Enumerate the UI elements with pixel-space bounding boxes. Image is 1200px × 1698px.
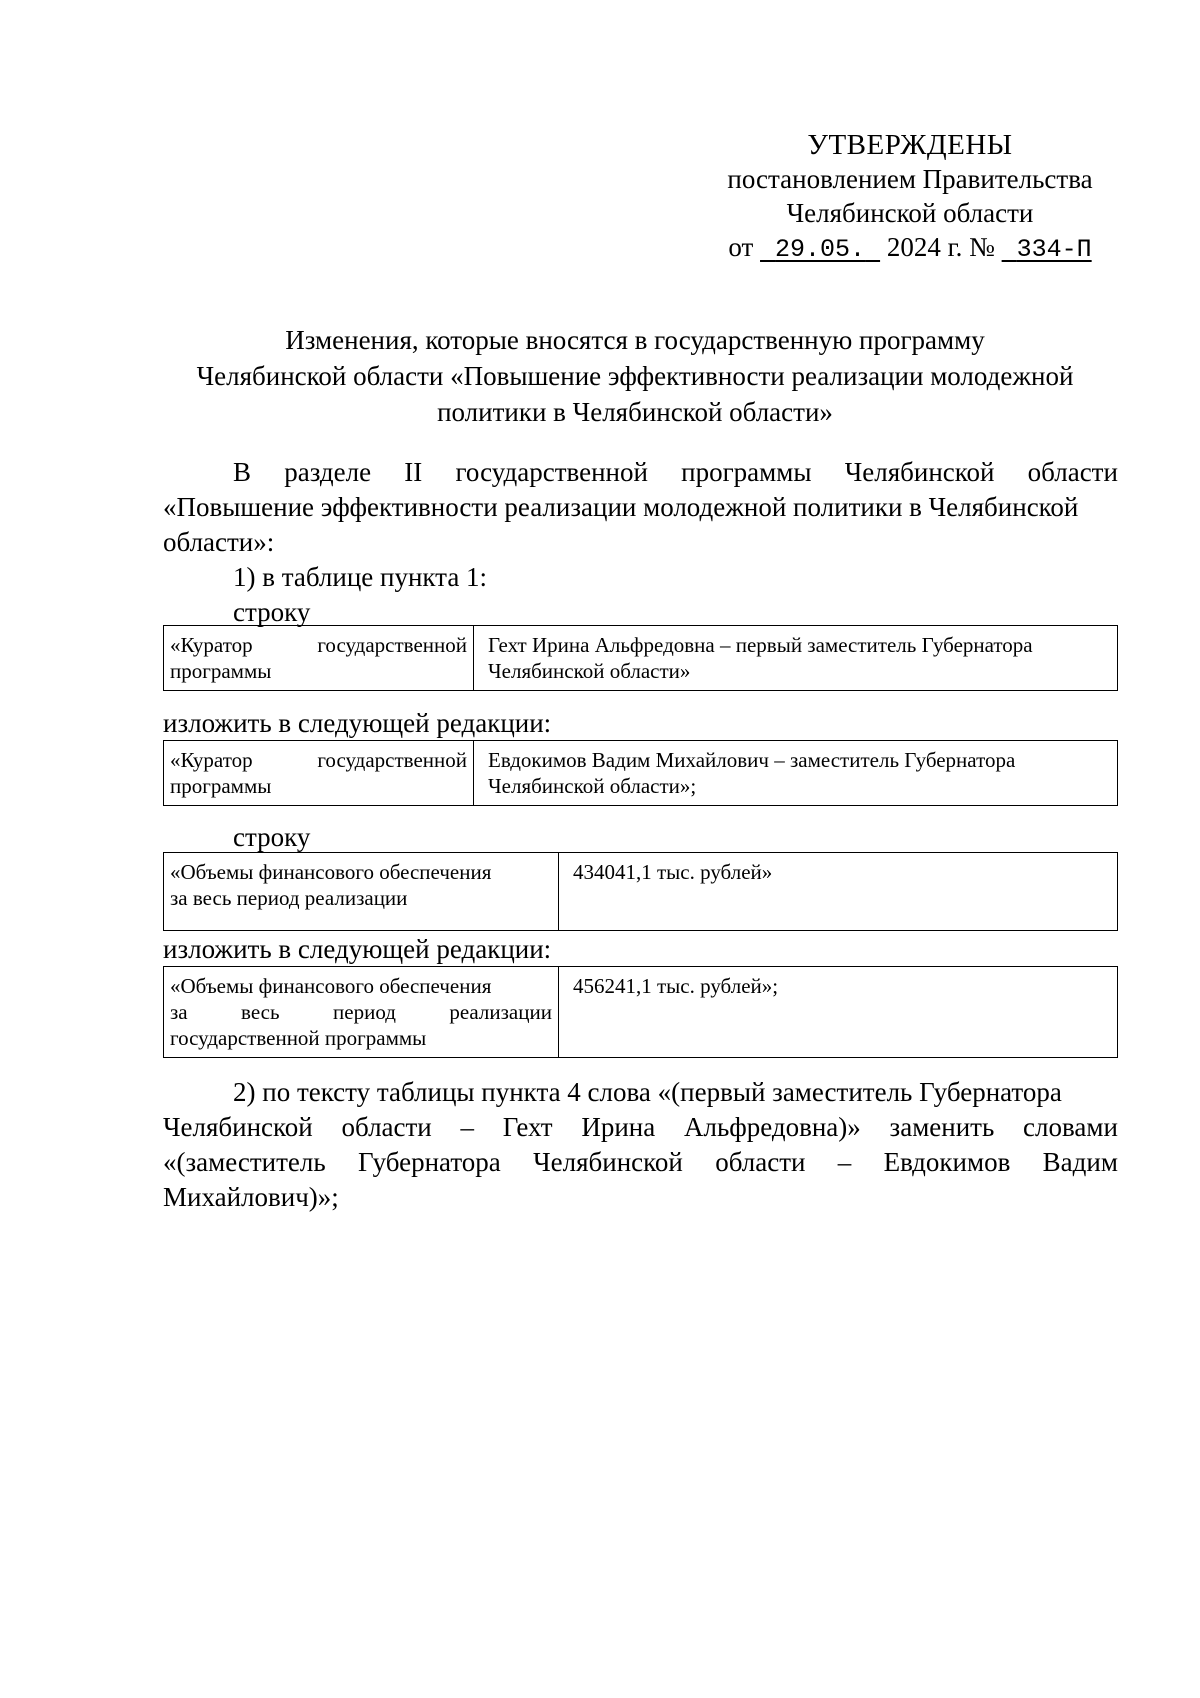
table-curator-new xyxy=(163,740,1118,806)
item2-paragraph xyxy=(163,1075,1118,1215)
stroku-label-2: строку xyxy=(233,822,311,852)
intro-line-3: области»: xyxy=(163,527,275,557)
item2-line-2: Челябинской области – Гехт Ирина Альфредовна)» заменить словами xyxy=(163,1112,1118,1142)
table-cell-value: 434041,1 тыс. рублей» xyxy=(559,853,1118,931)
table-row xyxy=(164,626,1118,691)
date-value: 29.05. xyxy=(775,235,866,264)
table-cell-label: «Объемы финансового обеспечения за весь период реализации xyxy=(164,853,559,931)
item2-line-3: «(заместитель Губернатора Челябинской области – Евдокимов Вадим xyxy=(163,1147,1118,1177)
intro-line-2: «Повышение эффективности реализации молодежной политики в Челябинской xyxy=(163,492,1079,522)
title-line: политики в Челябинской области» xyxy=(437,397,833,427)
table-cell-label: «Объемы финансового обеспечения за весь период реализации государственной программы xyxy=(164,967,559,1058)
approval-heading: УТВЕРЖДЕНЫ xyxy=(807,129,1013,161)
document-number: 334-П xyxy=(1016,235,1092,264)
intro-line-1: В разделе II государственной программы Челябинской области xyxy=(233,457,1118,487)
title-line: Челябинской области «Повышение эффективности реализации молодежной xyxy=(196,361,1074,391)
table-cell-label: «Куратор государственной программы xyxy=(164,626,474,691)
approval-block xyxy=(700,128,1120,267)
stroku-label: строку xyxy=(233,597,311,627)
approval-date-line xyxy=(700,230,1120,267)
table-row xyxy=(164,967,1118,1058)
intro-paragraph xyxy=(163,455,1118,630)
table-cell-value: 456241,1 тыс. рублей»; xyxy=(559,967,1118,1058)
document-title xyxy=(165,322,1105,430)
table-row xyxy=(164,741,1118,806)
table-row xyxy=(164,853,1118,931)
replace-label-1: изложить в следующей редакции: xyxy=(163,708,552,738)
table-cell-label: «Куратор государственной программы xyxy=(164,741,474,806)
approval-line-resolution: постановлением Правительства xyxy=(727,164,1093,194)
replace-label-2: изложить в следующей редакции: xyxy=(163,934,552,964)
table-cell-value: Гехт Ирина Альфредовна – первый заместитель Губернатора Челябинской области» xyxy=(474,626,1118,691)
item2-line-1: 2) по тексту таблицы пункта 4 слова «(первый заместитель Губернатора xyxy=(233,1077,1062,1107)
table-curator-old xyxy=(163,625,1118,691)
date-prefix: от xyxy=(728,232,754,262)
item2-line-4: Михайлович)»; xyxy=(163,1182,339,1212)
table-funding-new xyxy=(163,966,1118,1058)
year-text: 2024 г. № xyxy=(886,232,995,262)
item1-heading: 1) в таблице пункта 1: xyxy=(233,562,488,592)
table-cell-value: Евдокимов Вадим Михайлович – заместитель Губернатора Челябинской области»; xyxy=(474,741,1118,806)
title-line: Изменения, которые вносятся в государственную программу xyxy=(285,325,985,355)
approval-line-region: Челябинской области xyxy=(786,198,1034,228)
table-funding-old xyxy=(163,852,1118,931)
